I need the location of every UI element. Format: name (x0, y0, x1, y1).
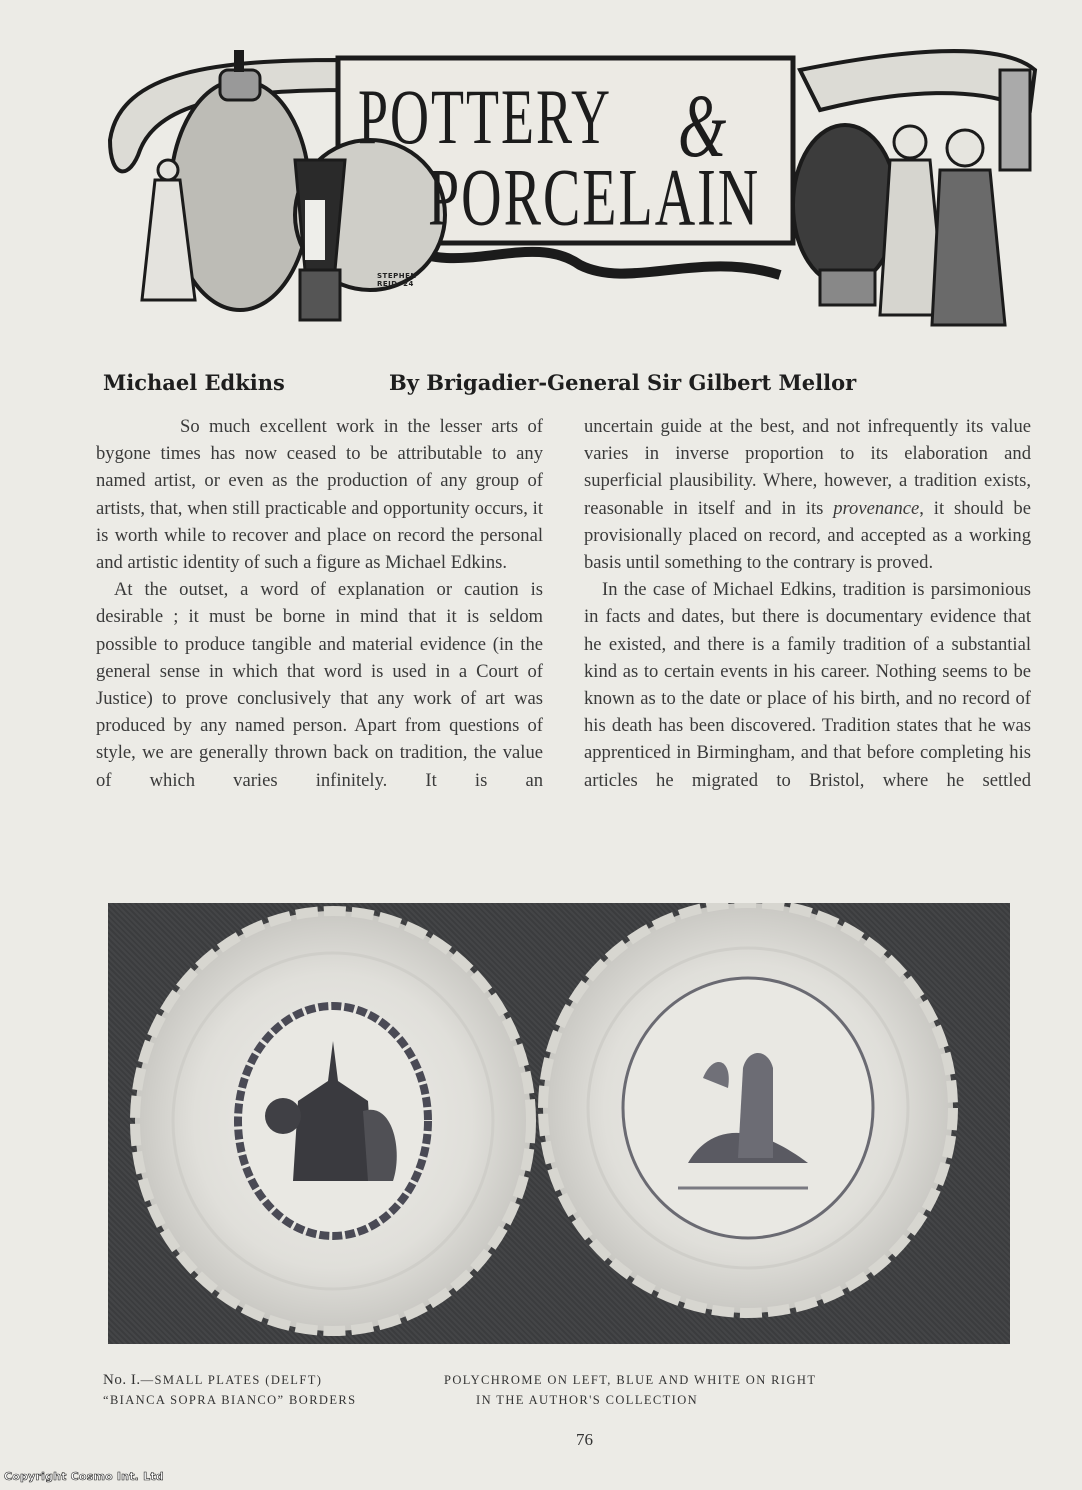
article-subject: Michael Edkins (103, 370, 285, 395)
plates-image-icon (108, 903, 1010, 1344)
masthead-title-line-2: PORCELAIN (428, 153, 761, 244)
masthead-ampersand: & (678, 77, 729, 177)
paragraph: At the outset, a word of explanation or caution is desirable ; it must be borne in mind that it is seldom possible to produce tangible and material evidence (in the general sense in which that word is used in a Court of Justice) to prove conclusively that any work of art was produced by any named person. Apart from questions of style, we are generally thrown back on tradition, the value of which varies infinitely. It is an (96, 579, 543, 791)
left-column (96, 413, 543, 794)
masthead-title (340, 58, 785, 244)
plates-photograph (108, 903, 1010, 1344)
artist-signature (377, 272, 417, 288)
masthead-title-line-1: POTTERY (358, 73, 613, 161)
paragraph: So much excellent work in the lesser arts of bygone times has now ceased to be attributable to any named artist, or even as the production of any group of artists, that, when still practicable and opportunity occurs, it is worth while to recover and place on record the personal and artistic identity of such a figure as Michael Edkins. (96, 416, 543, 574)
caption-text: POLYCHROME ON LEFT, BLUE AND WHITE ON RIGHT (444, 1373, 817, 1387)
figure-caption-right (444, 1370, 816, 1410)
paragraph-text: , it should be provisionally placed on record, and accepted as a working basis until something to the contrary is proved. (584, 497, 1031, 574)
paragraph-text: uncertain guide at the best, and not infrequently its value varies in inverse proportion to its elaboration and superficial plausibility. Where, however, a tradition exists, reasonable in itself and in its (584, 416, 1031, 519)
caption-text: —SMALL PLATES (DELFT) (140, 1373, 323, 1387)
right-column (584, 413, 1031, 794)
artist-signature-line-2: REID '24 (377, 280, 414, 288)
paragraph (584, 413, 1031, 576)
figure-number: No. I. (103, 1372, 141, 1388)
caption-text: IN THE AUTHOR'S COLLECTION (476, 1393, 699, 1407)
caption-text: “BIANCA SOPRA BIANCO” BORDERS (103, 1393, 357, 1407)
italic-term: provenance (833, 497, 920, 519)
artist-signature-line-1: STEPHEN (377, 272, 417, 280)
figure-caption-left (103, 1370, 356, 1410)
article-byline: By Brigadier-General Sir Gilbert Mellor (389, 370, 857, 395)
page-number: 76 (576, 1430, 593, 1449)
paragraph: In the case of Michael Edkins, tradition is parsimonious in facts and dates, but there is documentary evidence that he existed, and there is a family tradition of a substantial kind as to certain events in his career. Nothing seems to be known as to the date or place of his birth, and no record of his death has been discovered. Tradition states that he was apprenticed in Birmingham, and that before completing his articles he migrated to Bristol, where he settled (584, 579, 1031, 791)
copyright-watermark: Copyright Cosmo Int. Ltd (4, 1470, 164, 1483)
